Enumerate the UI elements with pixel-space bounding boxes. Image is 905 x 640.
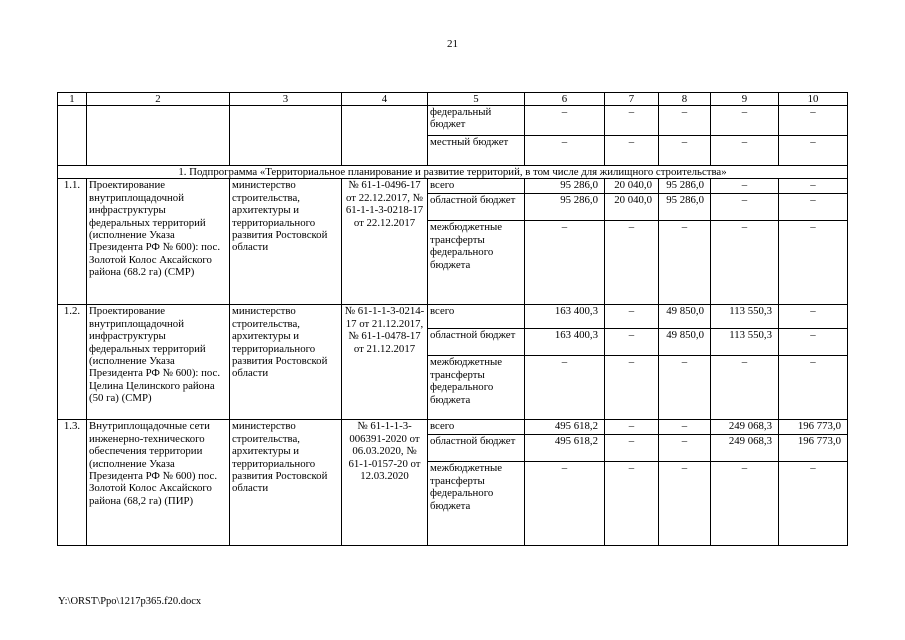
value-cell: 20 040,0 <box>605 179 659 194</box>
subprogram-title: 1. Подпрограмма «Территориальное планирование и развитие территорий, в том числе для жилищного строительства» <box>58 166 848 179</box>
value-cell: 163 400,3 <box>525 305 605 329</box>
source-cell: межбюджетные трансферты федерального бюджета <box>428 356 525 420</box>
value-cell: 113 550,3 <box>711 305 779 329</box>
value-cell: – <box>779 462 848 546</box>
value-cell: – <box>711 221 779 305</box>
value-cell: – <box>711 106 779 136</box>
header-cell: 9 <box>711 93 779 106</box>
item-executor: министерство строительства, архитектуры и территориального развития Ростовской области <box>230 179 342 305</box>
value-cell: 49 850,0 <box>659 305 711 329</box>
header-cell: 4 <box>342 93 428 106</box>
value-cell: 113 550,3 <box>711 329 779 356</box>
value-cell: – <box>605 136 659 166</box>
empty-cell <box>342 106 428 166</box>
value-cell: – <box>711 356 779 420</box>
item-agreement: № 61-1-0496-17 от 22.12.2017, № 61-1-1-3-0218-17 от 22.12.2017 <box>342 179 428 305</box>
value-cell: – <box>659 356 711 420</box>
value-cell: – <box>659 106 711 136</box>
value-cell: – <box>659 462 711 546</box>
value-cell: – <box>525 356 605 420</box>
source-cell: всего <box>428 179 525 194</box>
value-cell: 95 286,0 <box>525 179 605 194</box>
source-cell: межбюджетные трансферты федерального бюджета <box>428 462 525 546</box>
header-row <box>58 93 848 106</box>
item-executor: министерство строительства, архитектуры и территориального развития Ростовской области <box>230 305 342 420</box>
empty-cell <box>58 106 87 166</box>
header-cell: 3 <box>230 93 342 106</box>
source-cell: межбюджетные трансферты федерального бюджета <box>428 221 525 305</box>
value-cell: – <box>779 194 848 221</box>
table-body <box>58 93 848 546</box>
source-cell: областной бюджет <box>428 435 525 462</box>
value-cell: 249 068,3 <box>711 435 779 462</box>
value-cell: 95 286,0 <box>659 179 711 194</box>
value-cell: – <box>659 435 711 462</box>
value-cell: – <box>659 420 711 435</box>
subprogram-row <box>58 166 848 179</box>
value-cell: 49 850,0 <box>659 329 711 356</box>
value-cell: 249 068,3 <box>711 420 779 435</box>
source-cell: местный бюджет <box>428 136 525 166</box>
table-row <box>58 420 848 435</box>
source-cell: областной бюджет <box>428 194 525 221</box>
value-cell: 163 400,3 <box>525 329 605 356</box>
value-cell: – <box>711 462 779 546</box>
value-cell: – <box>779 136 848 166</box>
value-cell: – <box>605 356 659 420</box>
item-agreement: № 61-1-1-3-006391-2020 от 06.03.2020, № 61-1-0157-20 от 12.03.2020 <box>342 420 428 546</box>
source-cell: федеральный бюджет <box>428 106 525 136</box>
value-cell: 95 286,0 <box>659 194 711 221</box>
header-cell: 6 <box>525 93 605 106</box>
source-cell: всего <box>428 420 525 435</box>
value-cell: – <box>779 179 848 194</box>
budget-table <box>57 92 848 546</box>
value-cell: – <box>779 106 848 136</box>
source-cell: всего <box>428 305 525 329</box>
value-cell: – <box>779 329 848 356</box>
value-cell: – <box>779 221 848 305</box>
value-cell: 95 286,0 <box>525 194 605 221</box>
empty-cell <box>87 106 230 166</box>
value-cell: – <box>605 329 659 356</box>
item-agreement: № 61-1-1-3-0214-17 от 21.12.2017, № 61-1-0478-17 от 21.12.2017 <box>342 305 428 420</box>
header-cell: 2 <box>87 93 230 106</box>
value-cell: 196 773,0 <box>779 420 848 435</box>
header-cell: 5 <box>428 93 525 106</box>
value-cell: – <box>605 106 659 136</box>
item-number: 1.2. <box>58 305 87 420</box>
value-cell: – <box>605 221 659 305</box>
item-number: 1.3. <box>58 420 87 546</box>
value-cell: – <box>659 136 711 166</box>
header-cell: 1 <box>58 93 87 106</box>
value-cell: – <box>525 221 605 305</box>
header-cell: 8 <box>659 93 711 106</box>
value-cell: – <box>711 194 779 221</box>
item-name: Внутриплощадочные сети инженерно-технического обеспечения территории (исполнение Указа Президента РФ № 600) пос. Золотой Колос Аксайского района (68,2 га) (ПИР) <box>87 420 230 546</box>
value-cell: – <box>711 136 779 166</box>
value-cell: – <box>525 136 605 166</box>
item-executor: министерство строительства, архитектуры и территориального развития Ростовской области <box>230 420 342 546</box>
footer-file-path: Y:\ORST\Ppo\1217p365.f20.docx <box>58 596 202 607</box>
table-row <box>58 305 848 329</box>
table-row <box>58 179 848 194</box>
value-cell: – <box>659 221 711 305</box>
value-cell: – <box>779 356 848 420</box>
empty-cell <box>230 106 342 166</box>
header-cell: 10 <box>779 93 848 106</box>
item-name: Проектирование внутриплощадочной инфраструктуры федеральных территорий (исполнение Указа Президента РФ № 600): пос. Золотой Колос Аксайского района (68.2 га) (СМР) <box>87 179 230 305</box>
value-cell: 196 773,0 <box>779 435 848 462</box>
value-cell: – <box>605 420 659 435</box>
value-cell: 495 618,2 <box>525 435 605 462</box>
header-cell: 7 <box>605 93 659 106</box>
page-number: 21 <box>447 38 458 50</box>
value-cell: – <box>605 435 659 462</box>
value-cell: – <box>779 305 848 329</box>
table-row <box>58 106 848 136</box>
value-cell: 20 040,0 <box>605 194 659 221</box>
source-cell: областной бюджет <box>428 329 525 356</box>
value-cell: – <box>711 179 779 194</box>
value-cell: – <box>605 462 659 546</box>
value-cell: – <box>605 305 659 329</box>
value-cell: 495 618,2 <box>525 420 605 435</box>
item-number: 1.1. <box>58 179 87 305</box>
value-cell: – <box>525 106 605 136</box>
item-name: Проектирование внутриплощадочной инфраструктуры федеральных территорий (исполнение Указа Президента РФ № 600): пос. Целина Целинского района (50 га) (СМР) <box>87 305 230 420</box>
value-cell: – <box>525 462 605 546</box>
